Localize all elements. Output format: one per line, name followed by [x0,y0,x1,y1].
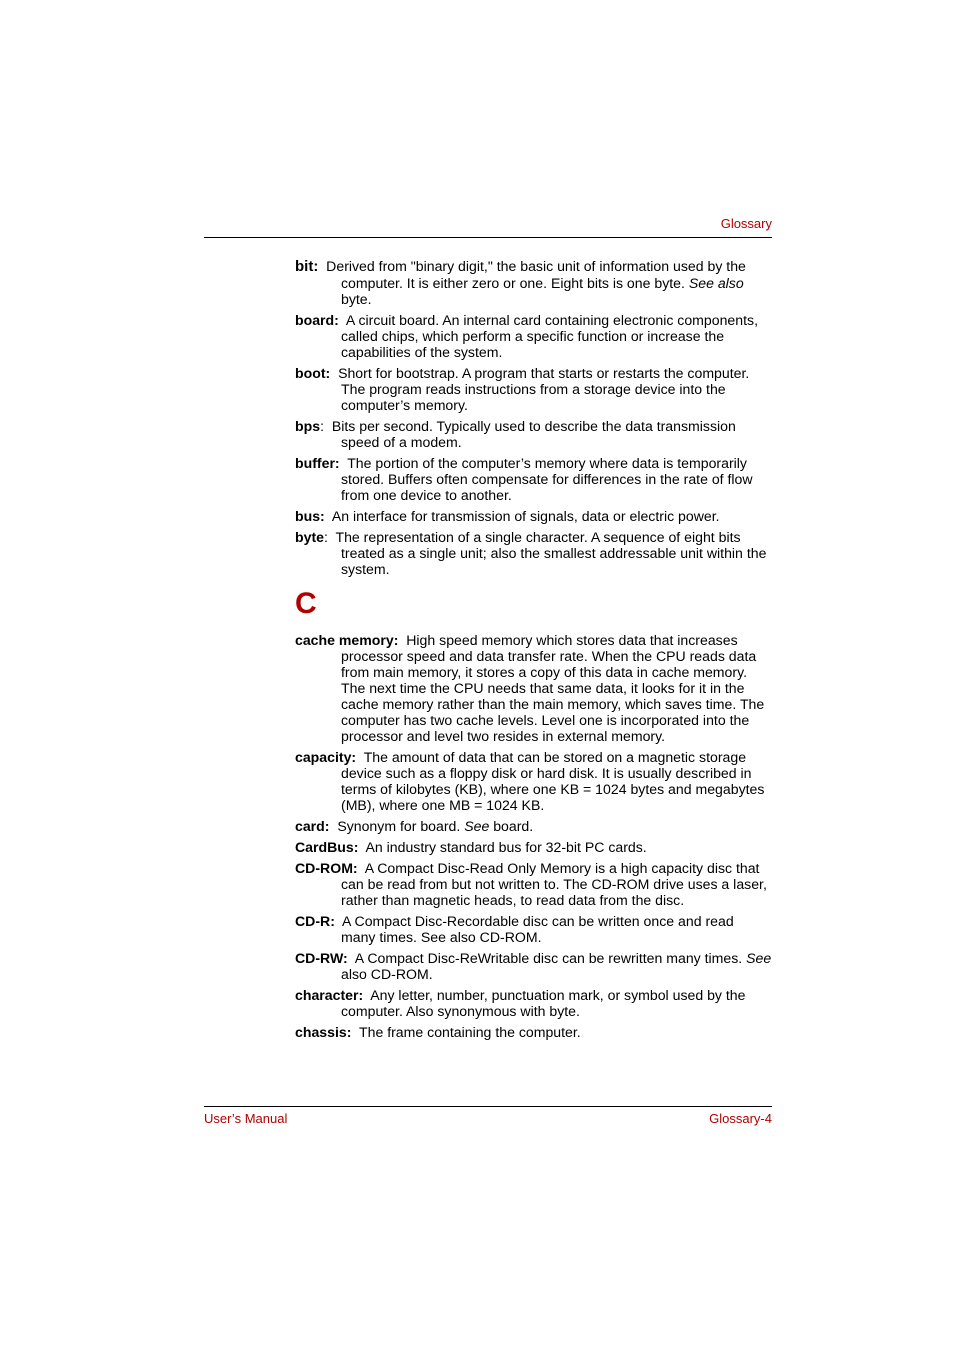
entry-definition: A Compact Disc-Read Only Memory is a high capacity disc that can be read from but not written to. The CD-ROM drive uses a laser, rather than magnetic heads, to read data from the disc. [341,860,767,908]
entry-definition-tail: byte. [341,291,372,307]
entry-term-colon: : [323,529,328,545]
glossary-entry-card [295,818,772,834]
entry-term: bus: [295,508,325,524]
entry-see: See [746,950,772,966]
glossary-entry-chassis [295,1024,772,1040]
entry-term: bit: [295,258,319,275]
entry-definition: A Compact Disc-Recordable disc can be written once and read many times. See also CD-ROM. [341,913,734,945]
header-title: Glossary [720,216,772,231]
glossary-entry-buffer [295,455,772,503]
entry-term: CD-ROM: [295,860,358,876]
glossary-entry-cardbus [295,839,772,855]
glossary-entry-cache-memory [295,632,772,744]
entry-definition: A Compact Disc-ReWritable disc can be rewritten many times. [354,950,747,966]
glossary-entry-bps [295,418,772,450]
entry-term-colon: : [320,418,324,434]
entry-term: boot: [295,365,331,381]
glossary-content [295,258,772,1045]
entry-term: CD-RW: [295,950,348,966]
entry-term: character: [295,987,364,1003]
section-letter-heading: C [295,587,317,620]
entry-definition: The portion of the computer’s memory where data is temporarily stored. Buffers often compensate for differences in the rate of flow from one device to another. [341,455,753,503]
entry-definition: The frame containing the computer. [359,1024,581,1040]
glossary-entry-bus [295,508,772,524]
entry-definition-tail: board. [489,818,534,834]
entry-see-also: See also [688,275,744,291]
glossary-entry-byte [295,529,772,577]
entry-definition: A circuit board. An internal card containing electronic components, called chips, which perform a specific function or increase the capabilities of the system. [341,312,758,360]
entry-definition: The representation of a single character. A sequence of eight bits treated as a single unit; also the smallest addressable unit within the system. [335,529,767,577]
glossary-entry-boot [295,365,772,413]
entry-term: bps [295,418,321,434]
glossary-entry-cd-r [295,913,772,945]
page-footer [204,1106,772,1129]
entry-definition: Any letter, number, punctuation mark, or symbol used by the computer. Also synonymous with byte. [341,987,746,1019]
entry-definition: High speed memory which stores data that increases processor speed and data transfer rate. When the CPU reads data from main memory, it stores a copy of this data in cache memory. The next time the CPU needs that same data, it looks for it in the cache memory rather than the main memory, which saves time. The computer has two cache levels. Level one is incorporated into the processor and level two resides in external memory. [341,632,765,744]
glossary-entry-capacity [295,749,772,813]
entry-term: capacity: [295,749,357,765]
glossary-entry-cd-rom [295,860,772,908]
entry-term: cache memory: [295,632,399,648]
entry-term: card: [295,818,330,834]
footer-manual-title: User’s Manual [204,1111,288,1126]
glossary-entry-bit [295,258,772,307]
page-header [204,216,772,238]
entry-term: CD-R: [295,913,335,929]
entry-term: byte [295,529,324,545]
entry-definition: Derived from "binary digit," the basic unit of information used by the computer. It is either zero or one. Eight bits is one byte. [326,258,746,291]
footer-page-number: Glossary-4 [709,1111,772,1126]
glossary-entry-character [295,987,772,1019]
entry-definition: The amount of data that can be stored on a magnetic storage device such as a floppy disk or hard disk. It is usually described in terms of kilobytes (KB), where one KB = 1024 bytes and megabytes (MB), where one MB = 1024 KB. [341,749,765,813]
entry-definition: An interface for transmission of signals, data or electric power. [331,508,720,524]
entry-definition: Bits per second. Typically used to describe the data transmission speed of a modem. [331,418,736,450]
entry-definition-tail: also CD-ROM. [341,966,433,982]
entry-term: board: [295,312,339,328]
entry-term: chassis: [295,1024,352,1040]
entry-see: See [464,818,490,834]
entry-definition: Synonym for board. [337,818,465,834]
entry-definition: An industry standard bus for 32-bit PC cards. [365,839,647,855]
glossary-entry-board [295,312,772,360]
entry-definition: Short for bootstrap. A program that starts or restarts the computer. The program reads instructions from a storage device into the computer’s memory. [338,365,750,413]
entry-term: buffer: [295,455,340,471]
entry-term: CardBus: [295,839,359,855]
glossary-entry-cd-rw [295,950,772,982]
